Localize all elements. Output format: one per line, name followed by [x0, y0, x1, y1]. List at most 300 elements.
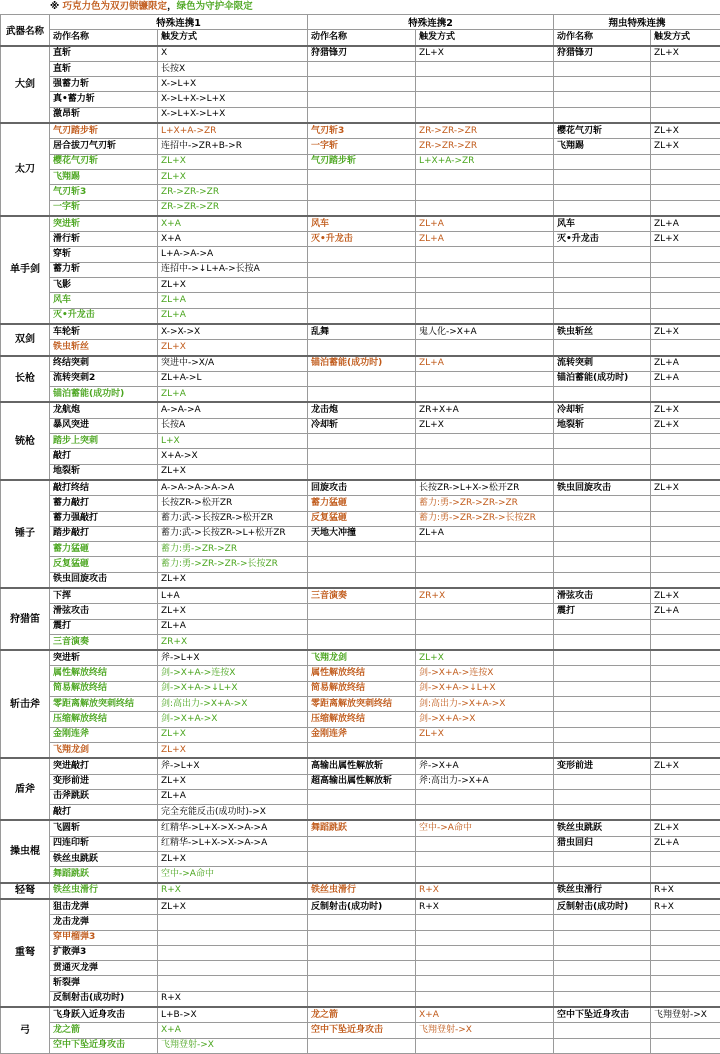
move-name-cell [554, 572, 651, 588]
trigger-cell [416, 991, 554, 1007]
move-name-cell: 飞身跃入近身攻击 [50, 1007, 158, 1023]
move-name-cell: 铁虫回旋攻击 [554, 480, 651, 496]
move-name-cell: 变形前进 [50, 774, 158, 789]
move-name-cell [554, 434, 651, 449]
move-name-cell: 超高输出属性解放斩 [308, 774, 416, 789]
header-row-columns [1, 30, 720, 46]
move-name-cell [554, 185, 651, 200]
trigger-cell: R+X [416, 883, 554, 899]
table-row [1, 666, 720, 681]
header-trigger-3: 触发方式 [651, 30, 720, 46]
table-row [1, 434, 720, 449]
trigger-cell [416, 619, 554, 634]
move-name-cell: 突进斩 [50, 216, 158, 232]
table-row [1, 899, 720, 915]
trigger-cell: ZL+X [651, 820, 720, 836]
header-move-name-3: 动作名称 [554, 30, 651, 46]
move-name-cell: 敲打终结 [50, 480, 158, 496]
move-name-cell: 直斩 [50, 61, 158, 76]
trigger-cell: X+A [158, 216, 308, 232]
trigger-cell [651, 293, 720, 308]
trigger-cell [416, 169, 554, 184]
trigger-cell [416, 434, 554, 449]
move-name-cell: 震打 [50, 619, 158, 634]
trigger-cell: ZL+X [158, 774, 308, 789]
trigger-cell: ZL+A [651, 604, 720, 619]
move-name-cell [554, 867, 651, 883]
move-name-cell: 气刃踏步斩 [308, 154, 416, 169]
move-name-cell: 乱舞 [308, 324, 416, 340]
trigger-cell: L+A [158, 588, 308, 604]
trigger-cell: ZL+A [158, 308, 308, 324]
trigger-cell: X+A->X [158, 449, 308, 464]
move-name-cell [308, 434, 416, 449]
trigger-cell [416, 293, 554, 308]
table-row [1, 449, 720, 464]
trigger-cell [651, 247, 720, 262]
move-name-cell [554, 619, 651, 634]
move-name-cell [554, 945, 651, 960]
move-name-cell: 猎虫回归 [554, 836, 651, 851]
trigger-cell [416, 449, 554, 464]
move-name-cell [308, 945, 416, 960]
move-name-cell: 铁丝虫滑行 [554, 883, 651, 899]
move-name-cell: 飞圆斩 [50, 820, 158, 836]
trigger-cell: ZL+X [651, 139, 720, 154]
move-name-cell: 真•蓄力斩 [50, 92, 158, 107]
table-row [1, 619, 720, 634]
trigger-cell: 飞翔登射->X [158, 1038, 308, 1053]
weapon-name: 铳枪 [1, 402, 50, 479]
trigger-cell: ZL+A [158, 387, 308, 403]
trigger-cell: X+A [416, 1007, 554, 1023]
move-name-cell [554, 961, 651, 976]
move-name-cell [308, 557, 416, 572]
header-group-2: 特殊连携2 [308, 15, 554, 30]
trigger-cell [651, 92, 720, 107]
move-name-cell: 地裂斩 [554, 418, 651, 433]
trigger-cell [651, 852, 720, 867]
move-name-cell [308, 169, 416, 184]
trigger-cell: ZL+X [158, 169, 308, 184]
trigger-cell [416, 200, 554, 216]
move-name-cell [554, 805, 651, 821]
move-name-cell: 滑行斩 [50, 232, 158, 247]
table-row [1, 308, 720, 324]
move-name-cell [554, 278, 651, 293]
weapon-name: 双剑 [1, 324, 50, 356]
trigger-cell [651, 991, 720, 1007]
trigger-cell: 剑:高出力->X+A->X [416, 697, 554, 712]
trigger-cell [416, 945, 554, 960]
move-name-cell [554, 930, 651, 945]
table-row [1, 1023, 720, 1038]
trigger-cell [651, 915, 720, 930]
combo-table [0, 14, 720, 1054]
table-row [1, 697, 720, 712]
trigger-cell: A->A->A [158, 402, 308, 418]
move-name-cell: 高输出属性解放斩 [308, 758, 416, 774]
table-row [1, 945, 720, 960]
move-name-cell: 回旋攻击 [308, 480, 416, 496]
trigger-cell: ZL+X [651, 758, 720, 774]
move-name-cell: 直斩 [50, 46, 158, 62]
trigger-cell: ZR->ZR->ZR [416, 139, 554, 154]
move-name-cell [554, 496, 651, 511]
move-name-cell: 踏步敲打 [50, 526, 158, 541]
table-row [1, 496, 720, 511]
move-name-cell: 空中下坠近身攻击 [50, 1038, 158, 1053]
trigger-cell: 蓄力:武->长按ZR->松开ZR [158, 511, 308, 526]
trigger-cell [416, 742, 554, 758]
table-row [1, 883, 720, 899]
table-row [1, 232, 720, 247]
move-name-cell: 锚泊蓄能(成功时) [50, 387, 158, 403]
move-name-cell [554, 169, 651, 184]
move-name-cell: 突进敲打 [50, 758, 158, 774]
table-row [1, 774, 720, 789]
table-row [1, 418, 720, 433]
move-name-cell: 蓄力斩 [50, 262, 158, 277]
trigger-cell: ZL+A [416, 232, 554, 247]
note-brown-text: 巧克力色为双刃锁镰限定 [63, 1, 168, 12]
move-name-cell: 飞影 [50, 278, 158, 293]
trigger-cell [158, 945, 308, 960]
trigger-cell [651, 976, 720, 991]
trigger-cell [416, 464, 554, 480]
move-name-cell: 踏步上突刺 [50, 434, 158, 449]
weapon-name: 操虫棍 [1, 820, 50, 882]
trigger-cell [416, 340, 554, 356]
move-name-cell: 气刃斩3 [308, 123, 416, 139]
move-name-cell: 龙之箭 [50, 1023, 158, 1038]
weapon-name: 单手剑 [1, 216, 50, 324]
trigger-cell [651, 727, 720, 742]
trigger-cell [651, 464, 720, 480]
move-name-cell: 击斧跳跃 [50, 789, 158, 804]
trigger-cell [416, 976, 554, 991]
move-name-cell: 铁虫斩丝 [50, 340, 158, 356]
trigger-cell: X->L+X->L+X [158, 107, 308, 123]
trigger-cell [416, 867, 554, 883]
trigger-cell: 蓄力:勇->ZR->ZR->长按ZR [416, 511, 554, 526]
move-name-cell: 狩猎锋刃 [308, 46, 416, 62]
move-name-cell [554, 464, 651, 480]
move-name-cell [308, 976, 416, 991]
header-weapon: 武器名称 [1, 15, 50, 46]
trigger-cell: R+X [416, 899, 554, 915]
trigger-cell [651, 1038, 720, 1053]
move-name-cell: 三音演奏 [50, 634, 158, 650]
trigger-cell: ZL+A [416, 216, 554, 232]
move-name-cell [308, 185, 416, 200]
move-name-cell: 风车 [554, 216, 651, 232]
move-name-cell: 龙航炮 [50, 402, 158, 418]
trigger-cell: X->L+X [158, 77, 308, 92]
trigger-cell [651, 154, 720, 169]
move-name-cell: 暴风突进 [50, 418, 158, 433]
move-name-cell: 反复猛砸 [50, 557, 158, 572]
move-name-cell [554, 308, 651, 324]
trigger-cell: ZR->ZR->ZR [416, 123, 554, 139]
trigger-cell: ZL+X [158, 464, 308, 480]
table-row [1, 216, 720, 232]
move-name-cell: 一字斩 [308, 139, 416, 154]
table-row [1, 247, 720, 262]
trigger-cell [158, 930, 308, 945]
trigger-cell: ZL+A->L [158, 371, 308, 386]
trigger-cell: ZL+A [651, 836, 720, 851]
legend-note [0, 0, 720, 14]
trigger-cell [158, 915, 308, 930]
move-name-cell [554, 542, 651, 557]
trigger-cell [651, 340, 720, 356]
move-name-cell [308, 387, 416, 403]
trigger-cell [651, 169, 720, 184]
table-row [1, 526, 720, 541]
trigger-cell [416, 371, 554, 386]
header-trigger-1: 触发方式 [158, 30, 308, 46]
move-name-cell [308, 836, 416, 851]
move-name-cell [554, 77, 651, 92]
move-name-cell: 反制射击(成功时) [50, 991, 158, 1007]
weapon-name: 弓 [1, 1007, 50, 1053]
trigger-cell: 剑->X+A->↓L+X [416, 681, 554, 696]
move-name-cell [308, 293, 416, 308]
trigger-cell: 剑:高出力->X+A->X [158, 697, 308, 712]
trigger-cell [651, 789, 720, 804]
move-name-cell: 简易解放终结 [308, 681, 416, 696]
move-name-cell: 穿斩 [50, 247, 158, 262]
table-row [1, 820, 720, 836]
trigger-cell [416, 77, 554, 92]
trigger-cell: 长按X [158, 61, 308, 76]
table-row [1, 789, 720, 804]
trigger-cell: 蓄力:勇->ZR->ZR->ZR [416, 496, 554, 511]
trigger-cell: ZL+A [158, 789, 308, 804]
trigger-cell: X+A [158, 1023, 308, 1038]
move-name-cell [554, 976, 651, 991]
trigger-cell: ZL+X [158, 572, 308, 588]
trigger-cell: ZL+X [158, 340, 308, 356]
trigger-cell: 剑->X+A->X [158, 712, 308, 727]
table-row [1, 92, 720, 107]
trigger-cell [651, 712, 720, 727]
trigger-cell [416, 92, 554, 107]
move-name-cell: 蓄力猛砸 [50, 542, 158, 557]
move-name-cell [308, 77, 416, 92]
trigger-cell: ZL+X [158, 742, 308, 758]
move-name-cell: 铁丝虫跳跃 [554, 820, 651, 836]
weapon-name: 盾斧 [1, 758, 50, 820]
table-row [1, 77, 720, 92]
table-row [1, 915, 720, 930]
trigger-cell [416, 930, 554, 945]
move-name-cell: 铁丝虫滑行 [308, 883, 416, 899]
move-name-cell [554, 697, 651, 712]
trigger-cell: ZR->ZR->ZR [158, 200, 308, 216]
table-row [1, 650, 720, 666]
trigger-cell: ZL+X [651, 588, 720, 604]
trigger-cell [651, 262, 720, 277]
move-name-cell: 敲打 [50, 449, 158, 464]
move-name-cell: 灭•升龙击 [50, 308, 158, 324]
table-row [1, 262, 720, 277]
header-trigger-2: 触发方式 [416, 30, 554, 46]
trigger-cell [416, 542, 554, 557]
trigger-cell: 红精华->L+X->X->A->A [158, 820, 308, 836]
table-row [1, 464, 720, 480]
move-name-cell: 金刚连斧 [308, 727, 416, 742]
move-name-cell [554, 712, 651, 727]
table-row [1, 867, 720, 883]
move-name-cell [308, 991, 416, 1007]
trigger-cell [651, 650, 720, 666]
trigger-cell [416, 789, 554, 804]
trigger-cell [416, 852, 554, 867]
move-name-cell: 四连印斩 [50, 836, 158, 851]
weapon-name: 大剑 [1, 46, 50, 123]
move-name-cell [554, 666, 651, 681]
trigger-cell: ZR+X [158, 634, 308, 650]
move-name-cell [554, 789, 651, 804]
trigger-cell: ZL+X [158, 899, 308, 915]
move-name-cell [308, 930, 416, 945]
weapon-name: 斩击斧 [1, 650, 50, 758]
header-move-name-1: 动作名称 [50, 30, 158, 46]
trigger-cell: ZL+A [651, 216, 720, 232]
trigger-cell [651, 77, 720, 92]
move-name-cell [554, 991, 651, 1007]
move-name-cell: 樱花气刃斩 [50, 154, 158, 169]
trigger-cell: 连招中->↓L+A->长按A [158, 262, 308, 277]
trigger-cell [651, 185, 720, 200]
trigger-cell: L+X [158, 434, 308, 449]
trigger-cell [651, 805, 720, 821]
trigger-cell: ZL+X [651, 402, 720, 418]
move-name-cell [308, 92, 416, 107]
move-name-cell: 敲打 [50, 805, 158, 821]
move-name-cell: 气刃踏步斩 [50, 123, 158, 139]
trigger-cell [416, 961, 554, 976]
move-name-cell: 铁虫斩丝 [554, 324, 651, 340]
move-name-cell [308, 789, 416, 804]
trigger-cell: X->X->X [158, 324, 308, 340]
trigger-cell: 蓄力:武->长按ZR->L+松开ZR [158, 526, 308, 541]
move-name-cell: 斩裂弹 [50, 976, 158, 991]
trigger-cell [651, 61, 720, 76]
move-name-cell [554, 915, 651, 930]
trigger-cell: 空中->A命中 [416, 820, 554, 836]
move-name-cell: 铁丝虫滑行 [50, 883, 158, 899]
move-name-cell [554, 852, 651, 867]
move-name-cell: 飞翔踢 [554, 139, 651, 154]
move-name-cell: 天地大冲撞 [308, 526, 416, 541]
move-name-cell: 简易解放终结 [50, 681, 158, 696]
table-row [1, 1007, 720, 1023]
table-row [1, 46, 720, 62]
move-name-cell [554, 650, 651, 666]
weapon-name: 太刀 [1, 123, 50, 216]
move-name-cell: 流转突刺2 [50, 371, 158, 386]
trigger-cell [416, 836, 554, 851]
trigger-cell: ZR->ZR->ZR [158, 185, 308, 200]
move-name-cell: 狩猎锋刃 [554, 46, 651, 62]
trigger-cell [651, 308, 720, 324]
table-row [1, 61, 720, 76]
move-name-cell: 冷却斩 [308, 418, 416, 433]
move-name-cell [554, 387, 651, 403]
header-group-3: 翔虫特殊连携 [554, 15, 720, 30]
table-row [1, 511, 720, 526]
table-row [1, 681, 720, 696]
table-row [1, 588, 720, 604]
trigger-cell [651, 961, 720, 976]
move-name-cell: 舞蹈跳跃 [50, 867, 158, 883]
move-name-cell [308, 1038, 416, 1053]
move-name-cell: 三音演奏 [308, 588, 416, 604]
trigger-cell: 连招中->ZR+B->R [158, 139, 308, 154]
move-name-cell: 滑弦攻击 [50, 604, 158, 619]
trigger-cell: ZL+X [416, 46, 554, 62]
trigger-cell: ZL+X [651, 480, 720, 496]
trigger-cell [651, 496, 720, 511]
table-row [1, 356, 720, 372]
trigger-cell: 空中->A命中 [158, 867, 308, 883]
move-name-cell: 风车 [50, 293, 158, 308]
move-name-cell: 压缩解放终结 [50, 712, 158, 727]
table-row [1, 1038, 720, 1053]
move-name-cell: 飞翔龙剑 [50, 742, 158, 758]
trigger-cell: L+X+A->ZR [416, 154, 554, 169]
trigger-cell: R+X [158, 991, 308, 1007]
trigger-cell [651, 387, 720, 403]
move-name-cell [308, 961, 416, 976]
move-name-cell: 零距离解放突刺终结 [308, 697, 416, 712]
trigger-cell: ZL+A [158, 619, 308, 634]
table-row [1, 200, 720, 216]
move-name-cell: 流转突刺 [554, 356, 651, 372]
trigger-cell: 蓄力:勇->ZR->ZR->长按ZR [158, 557, 308, 572]
move-name-cell: 扩散弹3 [50, 945, 158, 960]
trigger-cell [651, 107, 720, 123]
trigger-cell [651, 1023, 720, 1038]
table-row [1, 961, 720, 976]
trigger-cell [416, 557, 554, 572]
move-name-cell: 压缩解放终结 [308, 712, 416, 727]
trigger-cell [651, 666, 720, 681]
move-name-cell [308, 262, 416, 277]
table-row [1, 930, 720, 945]
trigger-cell [416, 604, 554, 619]
weapon-name: 狩猎笛 [1, 588, 50, 650]
move-name-cell [308, 308, 416, 324]
table-row [1, 542, 720, 557]
move-name-cell: 铁虫回旋攻击 [50, 572, 158, 588]
trigger-cell [416, 1038, 554, 1053]
trigger-cell [651, 572, 720, 588]
move-name-cell: 一字斩 [50, 200, 158, 216]
move-name-cell: 空中下坠近身攻击 [308, 1023, 416, 1038]
table-row [1, 836, 720, 851]
move-name-cell [554, 557, 651, 572]
move-name-cell: 反制射击(成功时) [554, 899, 651, 915]
table-row [1, 634, 720, 650]
move-name-cell [308, 572, 416, 588]
move-name-cell [554, 107, 651, 123]
move-name-cell: 地裂斩 [50, 464, 158, 480]
table-row [1, 278, 720, 293]
